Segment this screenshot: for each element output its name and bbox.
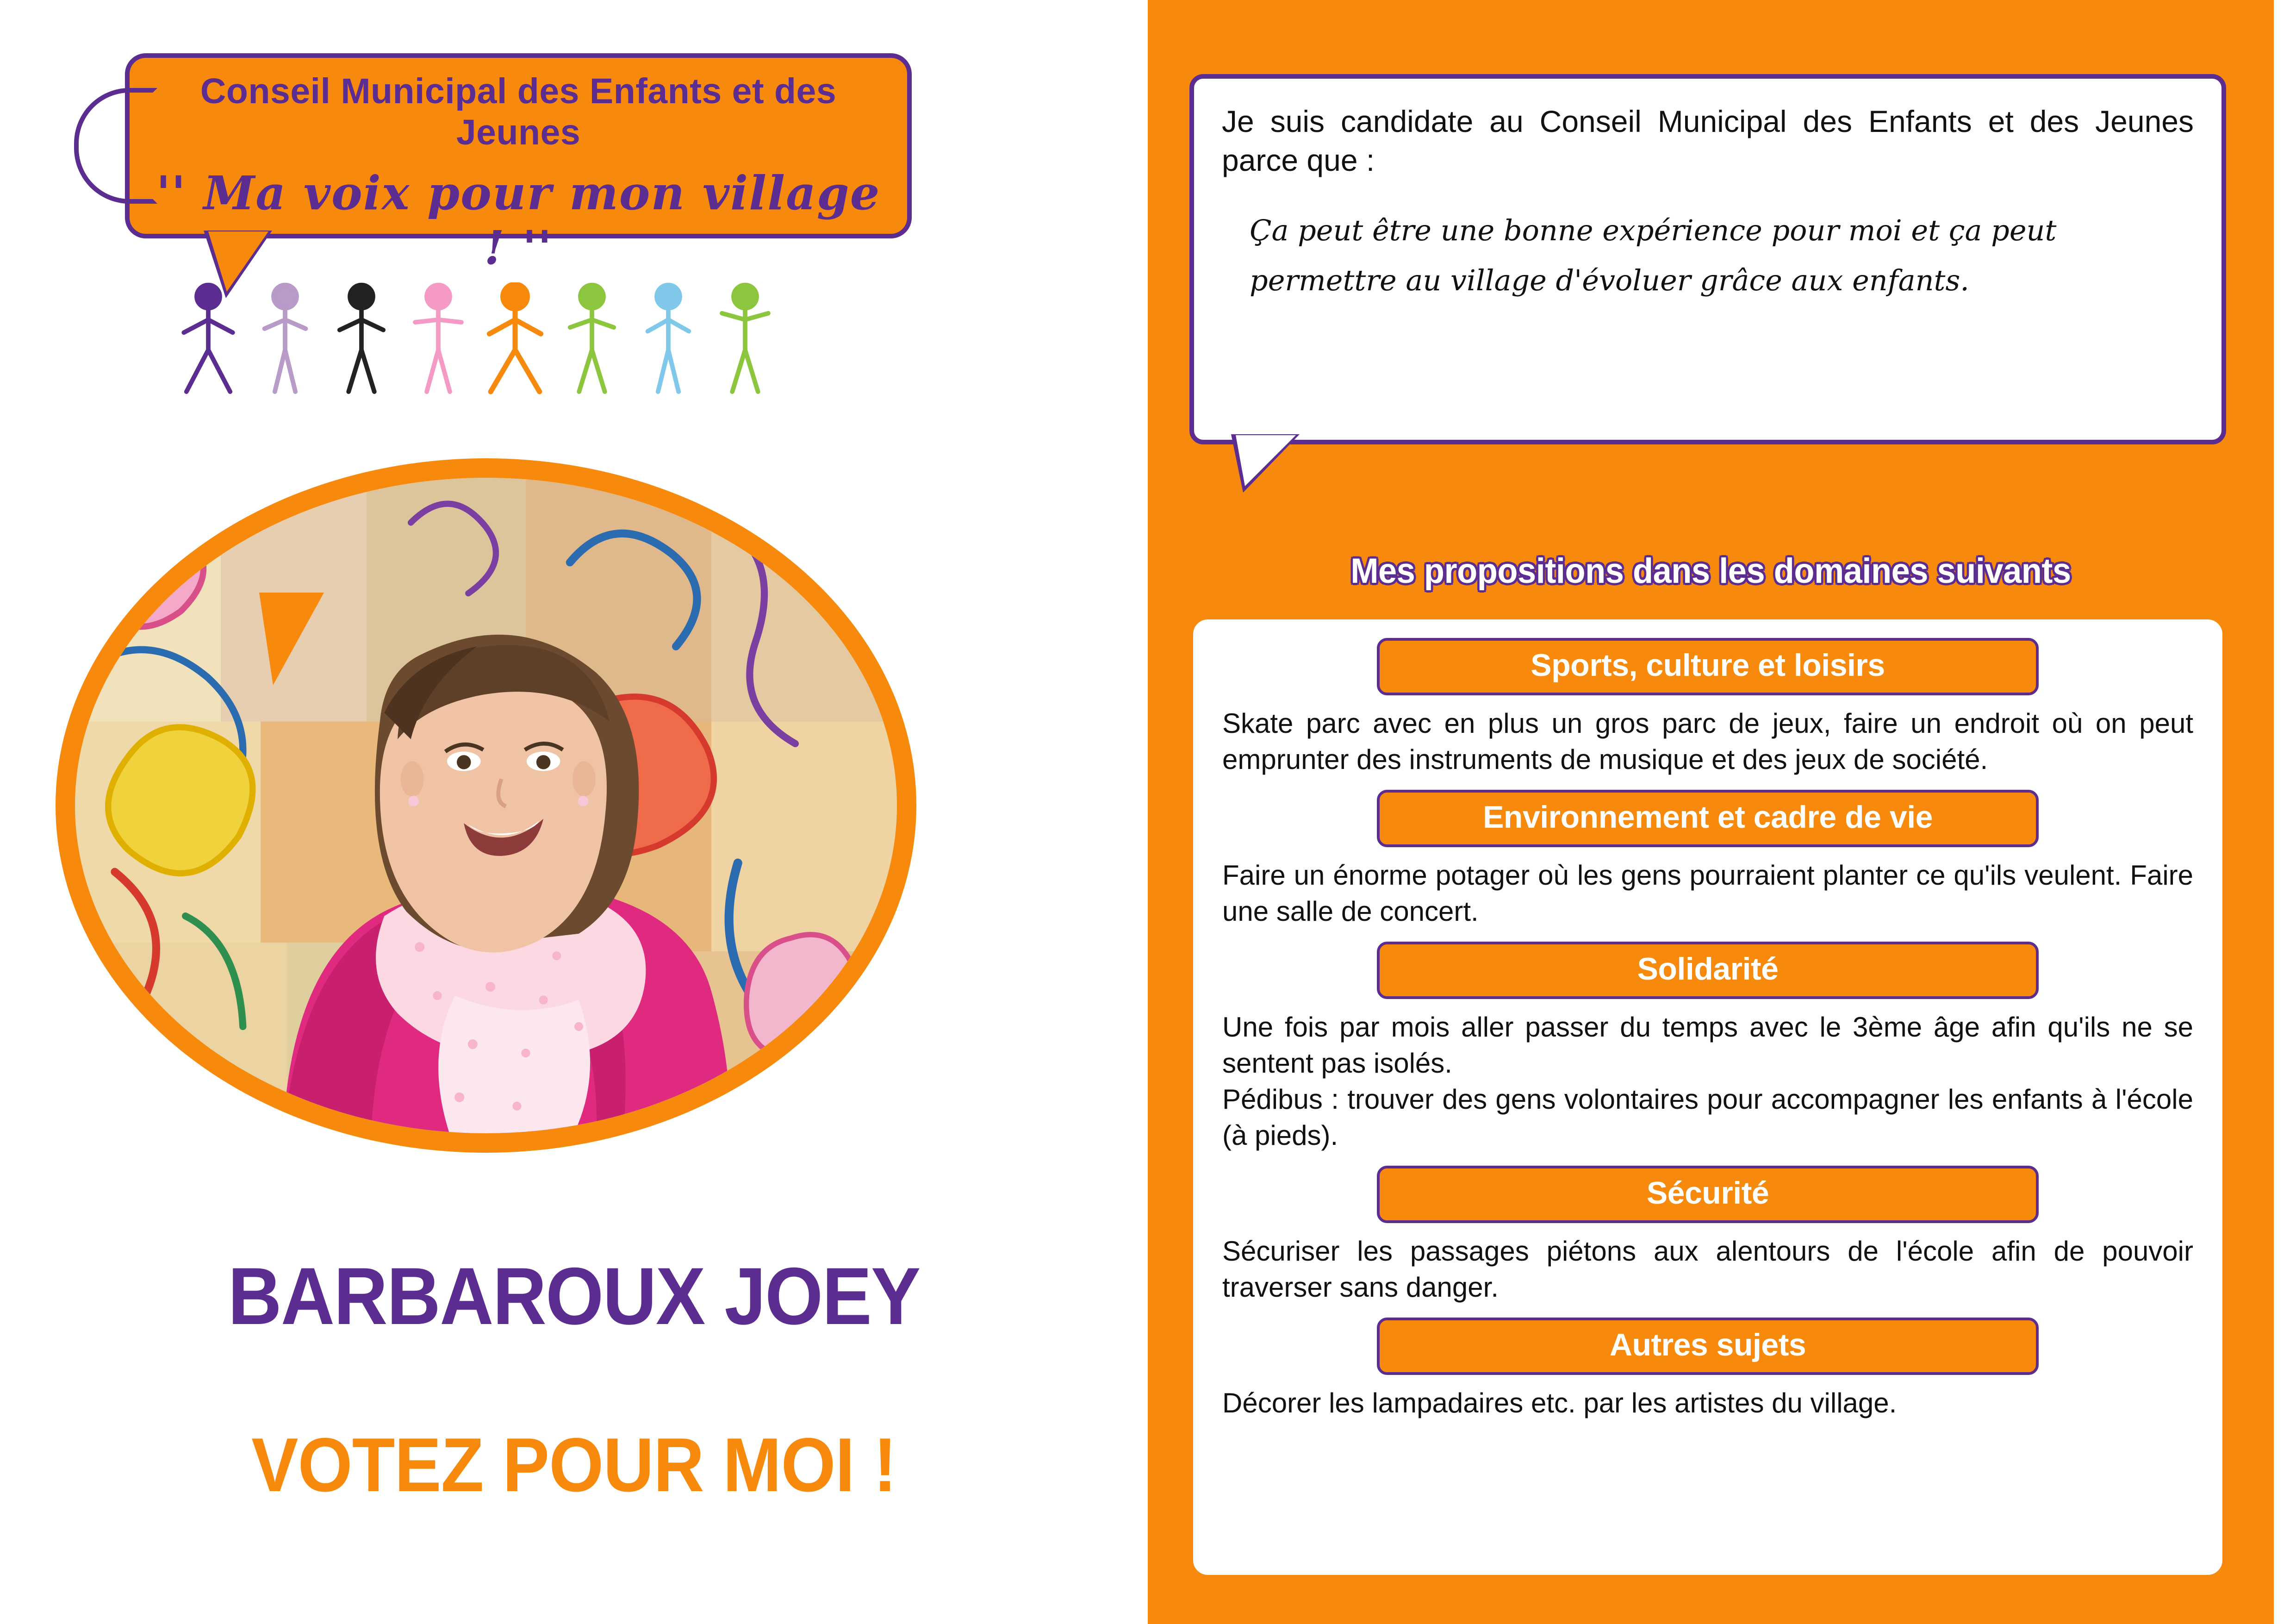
proposition-title-sports: Sports, culture et loisirs (1377, 638, 2039, 695)
proposition-block (1219, 638, 2197, 778)
right-panel (1148, 0, 2274, 1624)
proposition-text-securite (1222, 1233, 2193, 1305)
council-title: Conseil Municipal des Enfants et des Jeunes (200, 71, 837, 152)
proposition-line: Décorer les lampadaires etc. par les artistes du village. (1222, 1387, 1897, 1418)
kid-figure-icon (636, 282, 701, 398)
candidate-photo-bubble (56, 458, 916, 1153)
statement-bubble-tail (1236, 435, 1296, 486)
statement-intro-text: Je suis candidate au Conseil Municipal des Enfants et des Jeunes parce que : (1222, 104, 2194, 178)
proposition-line: Une fois par mois aller passer du temps avec le 3ème âge afin qu'ils ne se sentent pas isolés. (1222, 1012, 2193, 1079)
candidate-name: BARBAROUX JOEY (228, 1251, 920, 1342)
proposition-block (1219, 1318, 2197, 1421)
propositions-card (1189, 616, 2226, 1579)
kid-figure-icon (560, 282, 624, 398)
kid-figure-icon (483, 282, 548, 398)
proposition-title-autres: Autres sujets (1377, 1318, 2039, 1375)
proposition-title-solidarite: Solidarité (1377, 942, 2039, 999)
kid-figure-icon (329, 282, 394, 398)
proposition-line: Skate parc avec en plus un gros parc de jeux, faire un endroit où on peut emprunter des instruments de musique et des jeux de société. (1222, 708, 2193, 775)
proposition-title-environnement: Environnement et cadre de vie (1377, 790, 2039, 847)
kid-figure-icon (253, 282, 317, 398)
proposition-title-securite: Sécurité (1377, 1166, 2039, 1223)
bubble-swirl-decoration (74, 88, 157, 204)
photo-frame (56, 458, 916, 1153)
council-slogan: '' Ma voix pour mon village ! '' (156, 166, 881, 275)
header-bubble-tail (208, 231, 268, 292)
proposition-block (1219, 942, 2197, 1154)
proposition-block (1219, 1166, 2197, 1305)
kid-figure-icon (406, 282, 471, 398)
proposition-text-sports (1222, 706, 2193, 778)
proposition-text-autres (1222, 1385, 2193, 1421)
proposition-block (1219, 790, 2197, 930)
header-speech-bubble (125, 53, 912, 275)
photo-illustration (75, 478, 897, 1133)
proposition-text-solidarite (1222, 1009, 2193, 1154)
statement-handwritten-text: Ça peut être une bonne expérience pour moi et ça peut permettre au village d'évoluer grâce aux enfants. (1250, 213, 2057, 298)
proposition-text-environnement (1222, 857, 2193, 930)
proposition-line: Sécuriser les passages piétons aux alentours de l'école afin de pouvoir traverser sans danger. (1222, 1236, 2193, 1303)
candidate-photo (75, 478, 897, 1133)
kid-figure-icon (176, 282, 241, 398)
kid-figure-icon (713, 282, 778, 398)
vote-call-to-action: VOTEZ POUR MOI ! (251, 1422, 896, 1507)
photo-bubble-tail (259, 593, 324, 685)
proposition-line: Faire un énorme potager où les gens pourraient planter ce qu'ils veulent. Faire une salle de concert. (1222, 860, 2193, 927)
propositions-heading: Mes propositions dans les domaines suivants (1350, 551, 2071, 591)
proposition-line: Pédibus : trouver des gens volontaires pour accompagner les enfants à l'école (à pieds). (1222, 1084, 2193, 1151)
statement-speech-bubble (1189, 74, 2226, 444)
